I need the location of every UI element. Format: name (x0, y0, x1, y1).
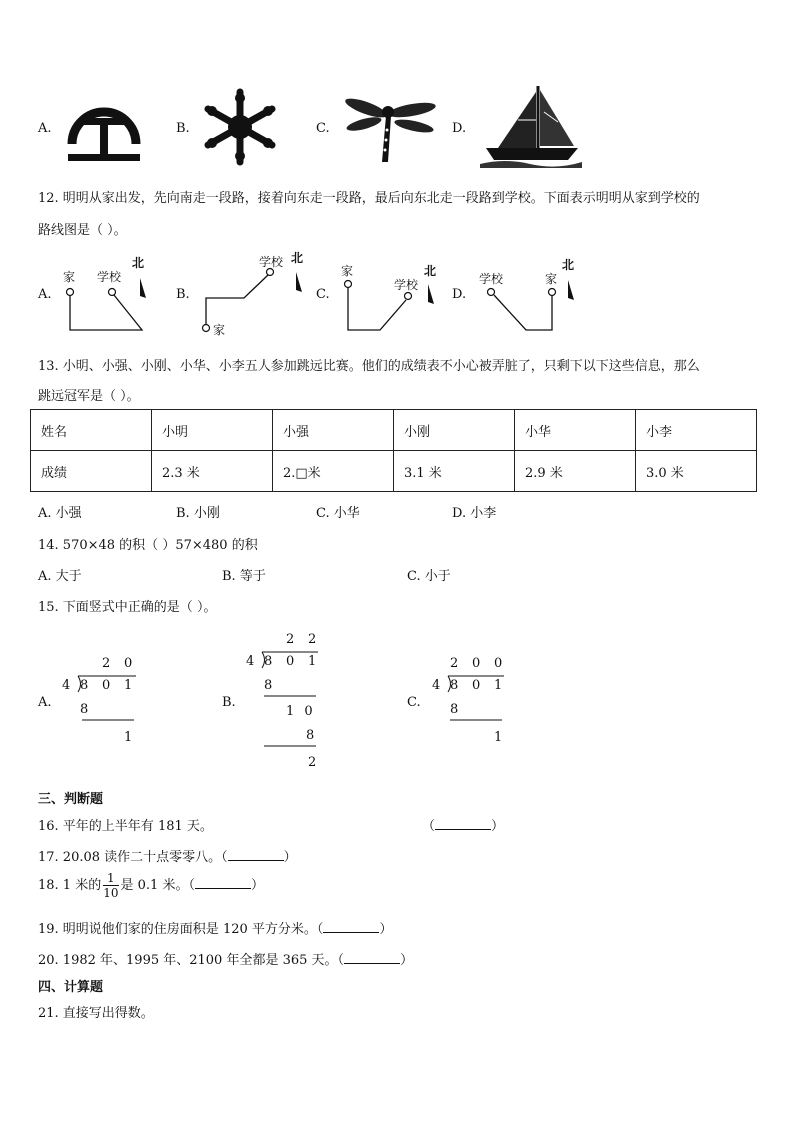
divisor: 4 (62, 678, 71, 693)
dividend-digit: 0 (472, 678, 481, 693)
fraction-denominator: 10 (103, 886, 119, 900)
snowflake-icon (200, 88, 280, 166)
north-arrow-icon (140, 278, 146, 298)
q15-text: 15. 下面竖式中正确的是（ ）。 (38, 600, 217, 615)
dragonfly-icon (342, 90, 438, 166)
answer-line (228, 848, 284, 861)
q15-b-division-lines (254, 650, 324, 750)
q20-line (38, 949, 413, 968)
step-value: 8 (264, 678, 273, 693)
answer-line (195, 876, 251, 889)
answer-line (323, 920, 379, 933)
q12-a-route-map (60, 270, 160, 340)
paren-close: ） (250, 878, 264, 893)
table-cell: 2.□米 (273, 451, 394, 492)
step-value: 8 (306, 728, 315, 743)
north-arrow-icon (568, 280, 574, 300)
q16-text: 16. 平年的上半年有 181 天。 (38, 819, 213, 834)
paren-open: （ (188, 878, 195, 893)
q12-d-route-map (476, 280, 586, 340)
q15-option-c-letter: C. (407, 695, 421, 710)
step-value: 1 0 (286, 704, 313, 719)
q19-text: 19. 明明说他们家的住房面积是 120 平方分米。 (38, 922, 317, 937)
table-cell: 小明 (152, 410, 273, 451)
quotient-digit: 0 (494, 656, 503, 671)
q13-option-d: D. 小李 (452, 506, 497, 521)
quotient-digit: 0 (124, 656, 133, 671)
q11-option-b-letter: B. (176, 121, 190, 136)
q11-option-d-letter: D. (452, 121, 467, 136)
section4-title: 四、计算题 (38, 980, 104, 995)
q12-b-school-label: 学校 (259, 255, 284, 269)
score-table (30, 409, 757, 492)
q14-option-c: C. 小于 (407, 569, 451, 584)
north-arrow-icon (296, 272, 302, 292)
dividend-digit: 0 (286, 654, 295, 669)
dividend-digit: 1 (308, 654, 317, 669)
q12-d-school-label: 学校 (479, 272, 504, 286)
q18-line (38, 871, 264, 900)
q11-option-c-letter: C. (316, 121, 330, 136)
paren-close: ） (400, 953, 414, 968)
quotient-digit: 0 (472, 656, 481, 671)
q12-text-line1: 12. 明明从家出发，先向南走一段路，接着向东走一段路，最后向东北走一段路到学校。下面表示明明从家到学校的 (38, 191, 700, 206)
subway-logo-icon (64, 86, 144, 168)
q13-text-line2: 跳远冠军是（ ）。 (38, 389, 140, 404)
step-value: 8 (450, 702, 459, 717)
table-cell: 小强 (273, 410, 394, 451)
q18-fraction (103, 871, 118, 900)
step-value: 2 (308, 755, 317, 770)
quotient-digit: 2 (450, 656, 459, 671)
table-cell: 3.1 米 (394, 451, 515, 492)
q19-line (38, 918, 392, 937)
q12-a-home-label: 家 (63, 270, 76, 284)
q12-c-school-label: 学校 (394, 278, 419, 292)
answer-line (344, 951, 400, 964)
q15-option-b-letter: B. (222, 695, 236, 710)
q12-option-b-letter: B. (176, 287, 190, 302)
q13-option-b: B. 小刚 (176, 506, 220, 521)
q12-d-home-label: 家 (545, 272, 558, 286)
divisor: 4 (432, 678, 441, 693)
q11-option-a-letter: A. (38, 121, 52, 136)
q12-option-c-letter: C. (316, 287, 330, 302)
q12-option-a-letter: A. (38, 287, 52, 302)
quotient-digit: 2 (286, 632, 295, 647)
dividend-digit: 1 (494, 678, 503, 693)
q21-text: 21. 直接写出得数。 (38, 1006, 154, 1021)
table-row (31, 410, 757, 451)
q19-answer-blank[interactable] (317, 922, 393, 937)
q13-option-c: C. 小华 (316, 506, 360, 521)
q18-prefix: 18. 1 米的 (38, 878, 102, 893)
table-cell: 小刚 (394, 410, 515, 451)
fraction-numerator: 1 (103, 871, 118, 886)
paren-close: ） (283, 850, 297, 865)
table-cell: 小华 (515, 410, 636, 451)
table-cell: 成绩 (31, 451, 152, 492)
q18-suffix: 是 0.1 米。 (120, 878, 189, 893)
table-cell: 姓名 (31, 410, 152, 451)
q17-answer-blank[interactable] (221, 850, 297, 865)
step-value: 1 (124, 730, 133, 745)
divisor: 4 (246, 654, 255, 669)
table-row (31, 451, 757, 492)
q12-a-north-label: 北 (132, 256, 145, 270)
step-value: 1 (494, 730, 503, 745)
step-value: 8 (80, 702, 89, 717)
q13-option-a: A. 小强 (38, 506, 82, 521)
q12-b-route-map (196, 260, 316, 340)
q15-a-division-lines (70, 674, 140, 724)
quotient-digit: 2 (102, 656, 111, 671)
q17-line (38, 846, 297, 865)
q20-answer-blank[interactable] (338, 953, 414, 968)
q16-answer-blank[interactable] (422, 815, 504, 834)
north-arrow-icon (428, 284, 434, 304)
quotient-digit: 2 (308, 632, 317, 647)
table-cell: 小李 (636, 410, 757, 451)
q12-a-school-label: 学校 (97, 270, 122, 284)
q15-c-division-lines (440, 674, 510, 724)
q12-b-home-label: 家 (213, 323, 226, 337)
q12-text-line2: 路线图是（ ）。 (38, 223, 127, 238)
q12-d-north-label: 北 (562, 258, 575, 272)
q12-b-north-label: 北 (291, 251, 304, 265)
paren-open: （ (422, 819, 436, 834)
q13-text-line1: 13. 小明、小强、小刚、小华、小李五人参加跳远比赛。他们的成绩表不小心被弄脏了，只剩下以下这些信息，那么 (38, 359, 700, 374)
q12-c-route-map (338, 270, 448, 340)
dividend-digit: 8 (80, 678, 89, 693)
q12-option-d-letter: D. (452, 287, 467, 302)
q14-option-a: A. 大于 (38, 569, 82, 584)
dividend-digit: 8 (264, 654, 273, 669)
paren-open: （ (221, 850, 228, 865)
q17-text: 17. 20.08 读作二十点零零八。 (38, 850, 222, 865)
paren-open: （ (316, 922, 324, 937)
paren-close: ） (379, 922, 393, 937)
answer-line (435, 817, 491, 830)
section3-title: 三、判断题 (38, 792, 104, 807)
q12-c-home-label: 家 (341, 264, 354, 278)
dividend-digit: 1 (124, 678, 133, 693)
q14-text: 14. 570×48 的积（ ）57×480 的积 (38, 538, 258, 553)
q20-text: 20. 1982 年、1995 年、2100 年全都是 365 天。 (38, 953, 338, 968)
dividend-digit: 0 (102, 678, 111, 693)
q15-option-a-letter: A. (38, 695, 52, 710)
paren-close: ） (491, 819, 505, 834)
table-cell: 2.3 米 (152, 451, 273, 492)
q12-c-north-label: 北 (424, 264, 437, 278)
table-cell: 3.0 米 (636, 451, 757, 492)
table-cell: 2.9 米 (515, 451, 636, 492)
q18-answer-blank[interactable] (188, 878, 264, 893)
dividend-digit: 8 (450, 678, 459, 693)
q14-option-b: B. 等于 (222, 569, 266, 584)
sailboat-icon (478, 82, 584, 170)
paren-open: （ (337, 953, 345, 968)
